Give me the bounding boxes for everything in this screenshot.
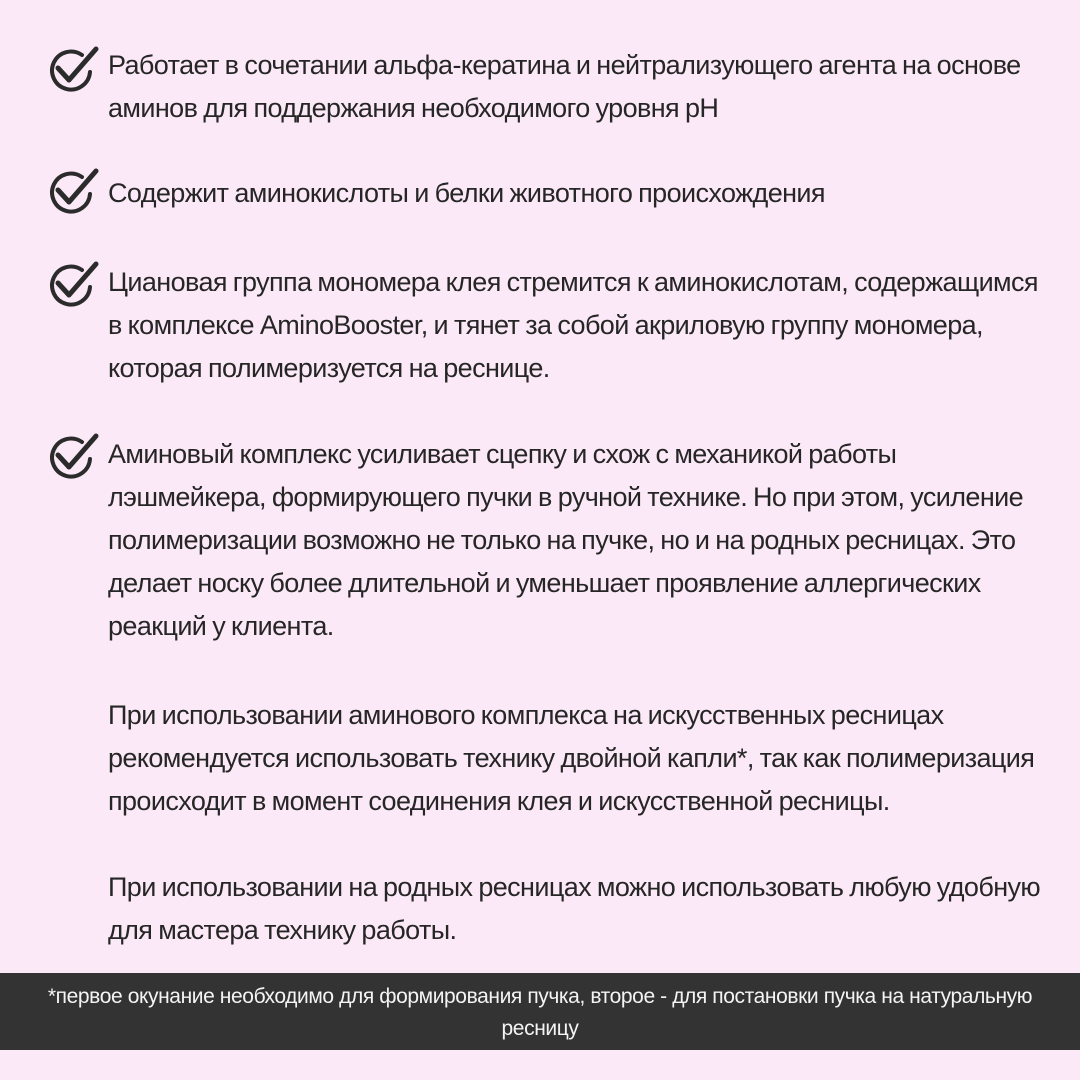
checkmark-circle-icon	[46, 44, 100, 92]
paragraph-artificial-lashes: При использовании аминового комплекса на искусственных ресницах рекомендуется использовать технику двойной капли*, так как полимеризация происходит в момент соединения клея и искусственной ресницы.	[108, 700, 1035, 816]
footnote-bar	[0, 973, 1080, 1050]
footnote-text: *первое окунание необходимо для формирования пучка, второе - для постановки пучка на натуральную ресницу	[47, 985, 1033, 1040]
paragraph-natural-lashes: При использовании на родных ресницах можно использовать любую удобную для мастера технику работы.	[108, 872, 1041, 945]
feature-text-4: Аминовый комплекс усиливает сцепку и схож с механикой работы лэшмейкера, формирующего пучки в ручной технике. Но при этом, усиление полимеризации возможно не только на пучке, но и на родных ресницах. Это делает носку более длительной и уменьшает проявление аллергических реакций у клиента.	[108, 439, 1024, 641]
feature-text-1: Работает в сочетании альфа-кератина и нейтрализующего агента на основе аминов для поддержания необходимого уровня pH	[108, 50, 1021, 123]
feature-text-3: Циановая группа мономера клея стремится к аминокислотам, содержащимся в комплексе AminoBooster, и тянет за собой акриловую группу мономера, которая полимеризуется на реснице.	[108, 267, 1038, 383]
feature-text-2: Содержит аминокислоты и белки животного происхождения	[108, 178, 825, 208]
checkmark-circle-icon	[46, 166, 100, 214]
checkmark-circle-icon	[46, 431, 100, 479]
checkmark-circle-icon	[46, 259, 100, 307]
